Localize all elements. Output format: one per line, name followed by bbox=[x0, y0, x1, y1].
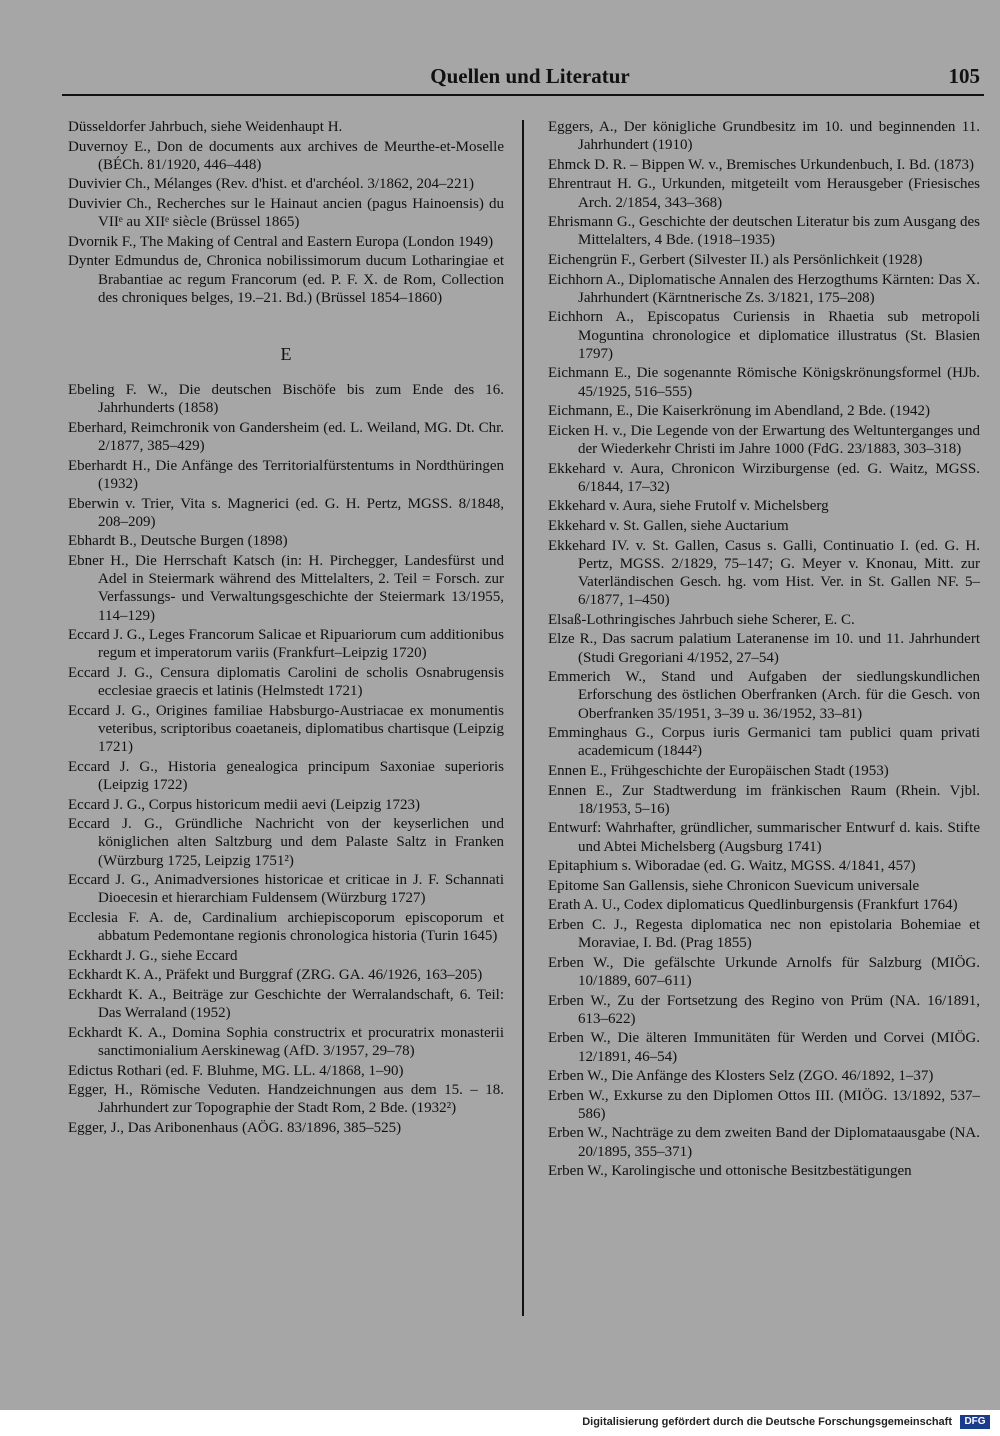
bibliography-entry: Eccard J. G., Historia genealogica principum Saxoniae superioris (Leipzig 1722) bbox=[68, 758, 504, 793]
bibliography-entry: Eberhardt H., Die Anfänge des Territorialfürstentums in Nordthüringen (1932) bbox=[68, 457, 504, 492]
bibliography-entry: Eccard J. G., Leges Francorum Salicae et Ripuariorum cum additionibus regum et imperatorum variis (Frankfurt–Leipzig 1720) bbox=[68, 627, 504, 662]
bibliography-entry: Eccard J. G., Gründliche Nachricht von der keyserlichen und königlichen alten Saltzburg und dem Palaste Saltz in Franken (Würzburg 1725, Leipzig 1751²) bbox=[68, 816, 504, 869]
bibliography-entry: Erben W., Die Anfänge des Klosters Selz (ZGO. 46/1892, 1–37) bbox=[548, 1068, 934, 1085]
bibliography-entry: Eggers, A., Der königliche Grundbesitz im 10. und beginnenden 11. Jahrhundert (1910) bbox=[548, 119, 980, 154]
bibliography-entry: Ennen E., Frühgeschichte der Europäischen Stadt (1953) bbox=[548, 762, 889, 779]
left-column bbox=[68, 118, 504, 1139]
bibliography-entry: Eckhardt K. A., Präfekt und Burggraf (ZRG. GA. 46/1926, 163–205) bbox=[68, 967, 483, 984]
bibliography-entry: Ekkehard v. Aura, Chronicon Wirziburgense (ed. G. Waitz, MGSS. 6/1844, 17–32) bbox=[548, 460, 980, 495]
bibliography-entry: Ehrismann G., Geschichte der deutschen Literatur bis zum Ausgang des Mittelalters, 4 Bde. (1918–1935) bbox=[548, 214, 980, 249]
bibliography-entry: Elze R., Das sacrum palatium Lateranense im 10. und 11. Jahrhundert (Studi Gregoriani 4/1952, 27–54) bbox=[548, 631, 980, 666]
bibliography-entry: Ebeling F. W., Die deutschen Bischöfe bis zum Ende des 16. Jahrhunderts (1858) bbox=[68, 382, 504, 417]
bibliography-entry: Emmerich W., Stand und Aufgaben der siedlungskundlichen Erforschung des östlichen Oberfranken (Arch. für die Gesch. von Oberfranken 35/1951, 3–39 u. 36/1952, 33–81) bbox=[548, 669, 980, 722]
dfg-logo-icon: DFG bbox=[960, 1415, 990, 1429]
bibliography-entry: Eichhorn A., Episcopatus Curiensis in Rhaetia sub metropoli Moguntina chronologice et diplomatice illustratus (St. Blasien 1797) bbox=[548, 309, 980, 362]
bibliography-entry: Ekkehard v. St. Gallen, siehe Auctarium bbox=[548, 517, 789, 534]
left-entries-e bbox=[68, 381, 504, 1137]
bibliography-entry: Epitaphium s. Wiboradae (ed. G. Waitz, MGSS. 4/1841, 457) bbox=[548, 858, 916, 875]
bibliography-entry: Emminghaus G., Corpus iuris Germanici tam publici quam privati academicum (1844²) bbox=[548, 725, 980, 760]
bibliography-entry: Egger, H., Römische Veduten. Handzeichnungen aus dem 15. – 18. Jahrhundert zur Topographie der Stadt Rom, 2 Bde. (1932²) bbox=[68, 1082, 504, 1117]
bibliography-entry: Erben W., Zu der Fortsetzung des Regino von Prüm (NA. 16/1891, 613–622) bbox=[548, 992, 980, 1027]
bibliography-entry: Ehrentraut H. G., Urkunden, mitgeteilt vom Herausgeber (Friesisches Arch. 2/1854, 343–368) bbox=[548, 176, 980, 211]
bibliography-entry: Eccard J. G., Corpus historicum medii aevi (Leipzig 1723) bbox=[68, 796, 420, 813]
bibliography-entry: Eichmann E., Die sogenannte Römische Königskrönungsformel (HJb. 45/1925, 516–555) bbox=[548, 365, 980, 400]
bibliography-entry: Eberwin v. Trier, Vita s. Magnerici (ed. G. H. Pertz, MGSS. 8/1848, 208–209) bbox=[68, 495, 504, 530]
bibliography-entry: Eccard J. G., Animadversiones historicae et criticae in J. F. Schannati Dioecesin et hierarchiam Fuldensem (Würzburg 1727) bbox=[68, 872, 504, 907]
bibliography-entry: Erben W., Karolingische und ottonische Besitzbestätigungen bbox=[548, 1163, 912, 1180]
bibliography-entry: Entwurf: Wahrhafter, gründlicher, summarischer Entwurf d. kais. Stifte und Abtei Michelsberg (Augsburg 1741) bbox=[548, 820, 980, 855]
header-divider bbox=[62, 94, 984, 96]
bibliography-entry: Duvivier Ch., Mélanges (Rev. d'hist. et d'archéol. 3/1862, 204–221) bbox=[68, 176, 475, 193]
bibliography-entry: Erath A. U., Codex diplomaticus Quedlinburgensis (Frankfurt 1764) bbox=[548, 897, 958, 914]
bibliography-entry: Eckhardt K. A., Domina Sophia constructrix et procuratrix monasterii sanctimonialium Aerskinewag (AfD. 3/1957, 29–78) bbox=[68, 1024, 504, 1059]
bibliography-entry: Eccard J. G., Censura diplomatis Carolini de scholis Osnabrugensis ecclesiae graecis et latinis (Helmstedt 1721) bbox=[68, 664, 504, 700]
bibliography-entry: Duvivier Ch., Recherches sur le Hainaut ancien (pagus Hainoensis) du VIIᵉ au XIIᵉ siècle (Brüssel 1865) bbox=[68, 195, 504, 231]
bibliography-entry: Ecclesia F. A. de, Cardinalium archiepiscoporum episcoporum et abbatum Pedemontane regionis chronologica historia (Turin 1645) bbox=[68, 909, 504, 945]
footer-credit: Digitalisierung gefördert durch die Deutsche Forschungsgemeinschaft bbox=[582, 1416, 952, 1428]
right-column bbox=[548, 118, 980, 1182]
page-number: 105 bbox=[948, 64, 980, 88]
bibliography-entry: Eckhardt K. A., Beiträge zur Geschichte der Werralandschaft, 6. Teil: Das Werraland (1952) bbox=[68, 986, 504, 1022]
bibliography-entry: Eberhard, Reimchronik von Gandersheim (ed. L. Weiland, MG. Dt. Chr. 2/1877, 385–429) bbox=[68, 419, 504, 455]
bibliography-entry: Erben C. J., Regesta diplomatica nec non epistolaria Bohemiae et Moraviae, I. Bd. (Prag 1855) bbox=[548, 916, 980, 952]
bibliography-entry: Erben W., Nachträge zu dem zweiten Band der Diplomataausgabe (NA. 20/1895, 355–371) bbox=[548, 1125, 980, 1160]
bibliography-entry: Elsaß-Lothringisches Jahrbuch siehe Scherer, E. C. bbox=[548, 611, 855, 628]
bibliography-entry: Eichengrün F., Gerbert (Silvester II.) als Persönlichkeit (1928) bbox=[548, 251, 923, 268]
bibliography-entry: Duvernoy E., Don de documents aux archives de Meurthe-et-Moselle (BÉCh. 81/1920, 446–448) bbox=[68, 138, 504, 173]
bibliography-entry: Ennen E., Zur Stadtwerdung im fränkischen Raum (Rhein. Vjbl. 18/1953, 5–16) bbox=[548, 782, 980, 817]
bibliography-entry: Eckhardt J. G., siehe Eccard bbox=[68, 947, 238, 964]
bibliography-entry: Ebner H., Die Herrschaft Katsch (in: H. Pirchegger, Landesfürst und Adel in Steiermark während des Mittelalters, 2. Teil = Forsch. zur Verfassungs- und Verwaltungsgeschichte der Steiermark 13/1955, 114–129) bbox=[68, 552, 504, 624]
bibliography-entry: Düsseldorfer Jahrbuch, siehe Weidenhaupt H. bbox=[68, 119, 343, 135]
left-entries-d bbox=[68, 118, 504, 307]
bibliography-entry: Erben W., Die älteren Immunitäten für Werden und Corvei (MIÖG. 12/1891, 46–54) bbox=[548, 1030, 980, 1065]
bibliography-entry: Erben W., Die gefälschte Urkunde Arnolfs für Salzburg (MIÖG. 10/1889, 607–611) bbox=[548, 954, 980, 989]
footer-bar bbox=[0, 1410, 1000, 1436]
bibliography-entry: Eichhorn A., Diplomatische Annalen des Herzogthums Kärnten: Das X. Jahrhundert (Kärntnerische Zs. 3/1821, 175–208) bbox=[548, 271, 980, 306]
bibliography-entry: Edictus Rothari (ed. F. Bluhme, MG. LL. 4/1868, 1–90) bbox=[68, 1062, 404, 1079]
bibliography-entry: Ekkehard v. Aura, siehe Frutolf v. Michelsberg bbox=[548, 498, 829, 515]
bibliography-entry: Eicken H. v., Die Legende von der Erwartung des Weltunterganges und der Wiederkehr Christi im Jahre 1000 (FdG. 23/1883, 303–318) bbox=[548, 422, 980, 457]
bibliography-entry: Eichmann, E., Die Kaiserkrönung im Abendland, 2 Bde. (1942) bbox=[548, 403, 931, 420]
bibliography-entry: Dvornik F., The Making of Central and Eastern Europa (London 1949) bbox=[68, 233, 494, 250]
bibliography-entry: Dynter Edmundus de, Chronica nobilissimorum ducum Lotharingiae et Brabantiae ac regum Francorum (ed. P. F. X. de Rom, Collection des chroniques belges, 19.–21. Bd.) (Brüssel 1854–1860) bbox=[68, 253, 504, 306]
bibliography-entry: Epitome San Gallensis, siehe Chronicon Suevicum universale bbox=[548, 877, 920, 894]
bibliography-entry: Ehmck D. R. – Bippen W. v., Bremisches Urkundenbuch, I. Bd. (1873) bbox=[548, 156, 975, 173]
section-letter: E bbox=[280, 343, 292, 364]
bibliography-entry: Ekkehard IV. v. St. Gallen, Casus s. Galli, Continuatio I. (ed. G. H. Pertz, MGSS. 2/1829, 75–147; G. Meyer v. Knonau, Mitt. zur Vaterländischen Gesch. hg. vom Hist. Ver. in St. Gallen NF. 5–6/1877, 1–450) bbox=[548, 537, 980, 609]
page-header-title: Quellen und Literatur bbox=[430, 64, 630, 88]
bibliography-entry: Erben W., Exkurse zu den Diplomen Ottos III. (MIÖG. 13/1892, 537–586) bbox=[548, 1087, 980, 1122]
bibliography-entry: Ebhardt B., Deutsche Burgen (1898) bbox=[68, 533, 288, 550]
column-divider bbox=[522, 120, 524, 1316]
bibliography-entry: Eccard J. G., Origines familiae Habsburgo-Austriacae ex monumentis veteribus, scriptoribus coaetaneis, diplomatibus chartisque (Leipzig 1721) bbox=[68, 702, 504, 756]
right-entries bbox=[548, 118, 980, 1180]
bibliography-entry: Egger, J., Das Aribonenhaus (AÖG. 83/1896, 385–525) bbox=[68, 1119, 402, 1136]
